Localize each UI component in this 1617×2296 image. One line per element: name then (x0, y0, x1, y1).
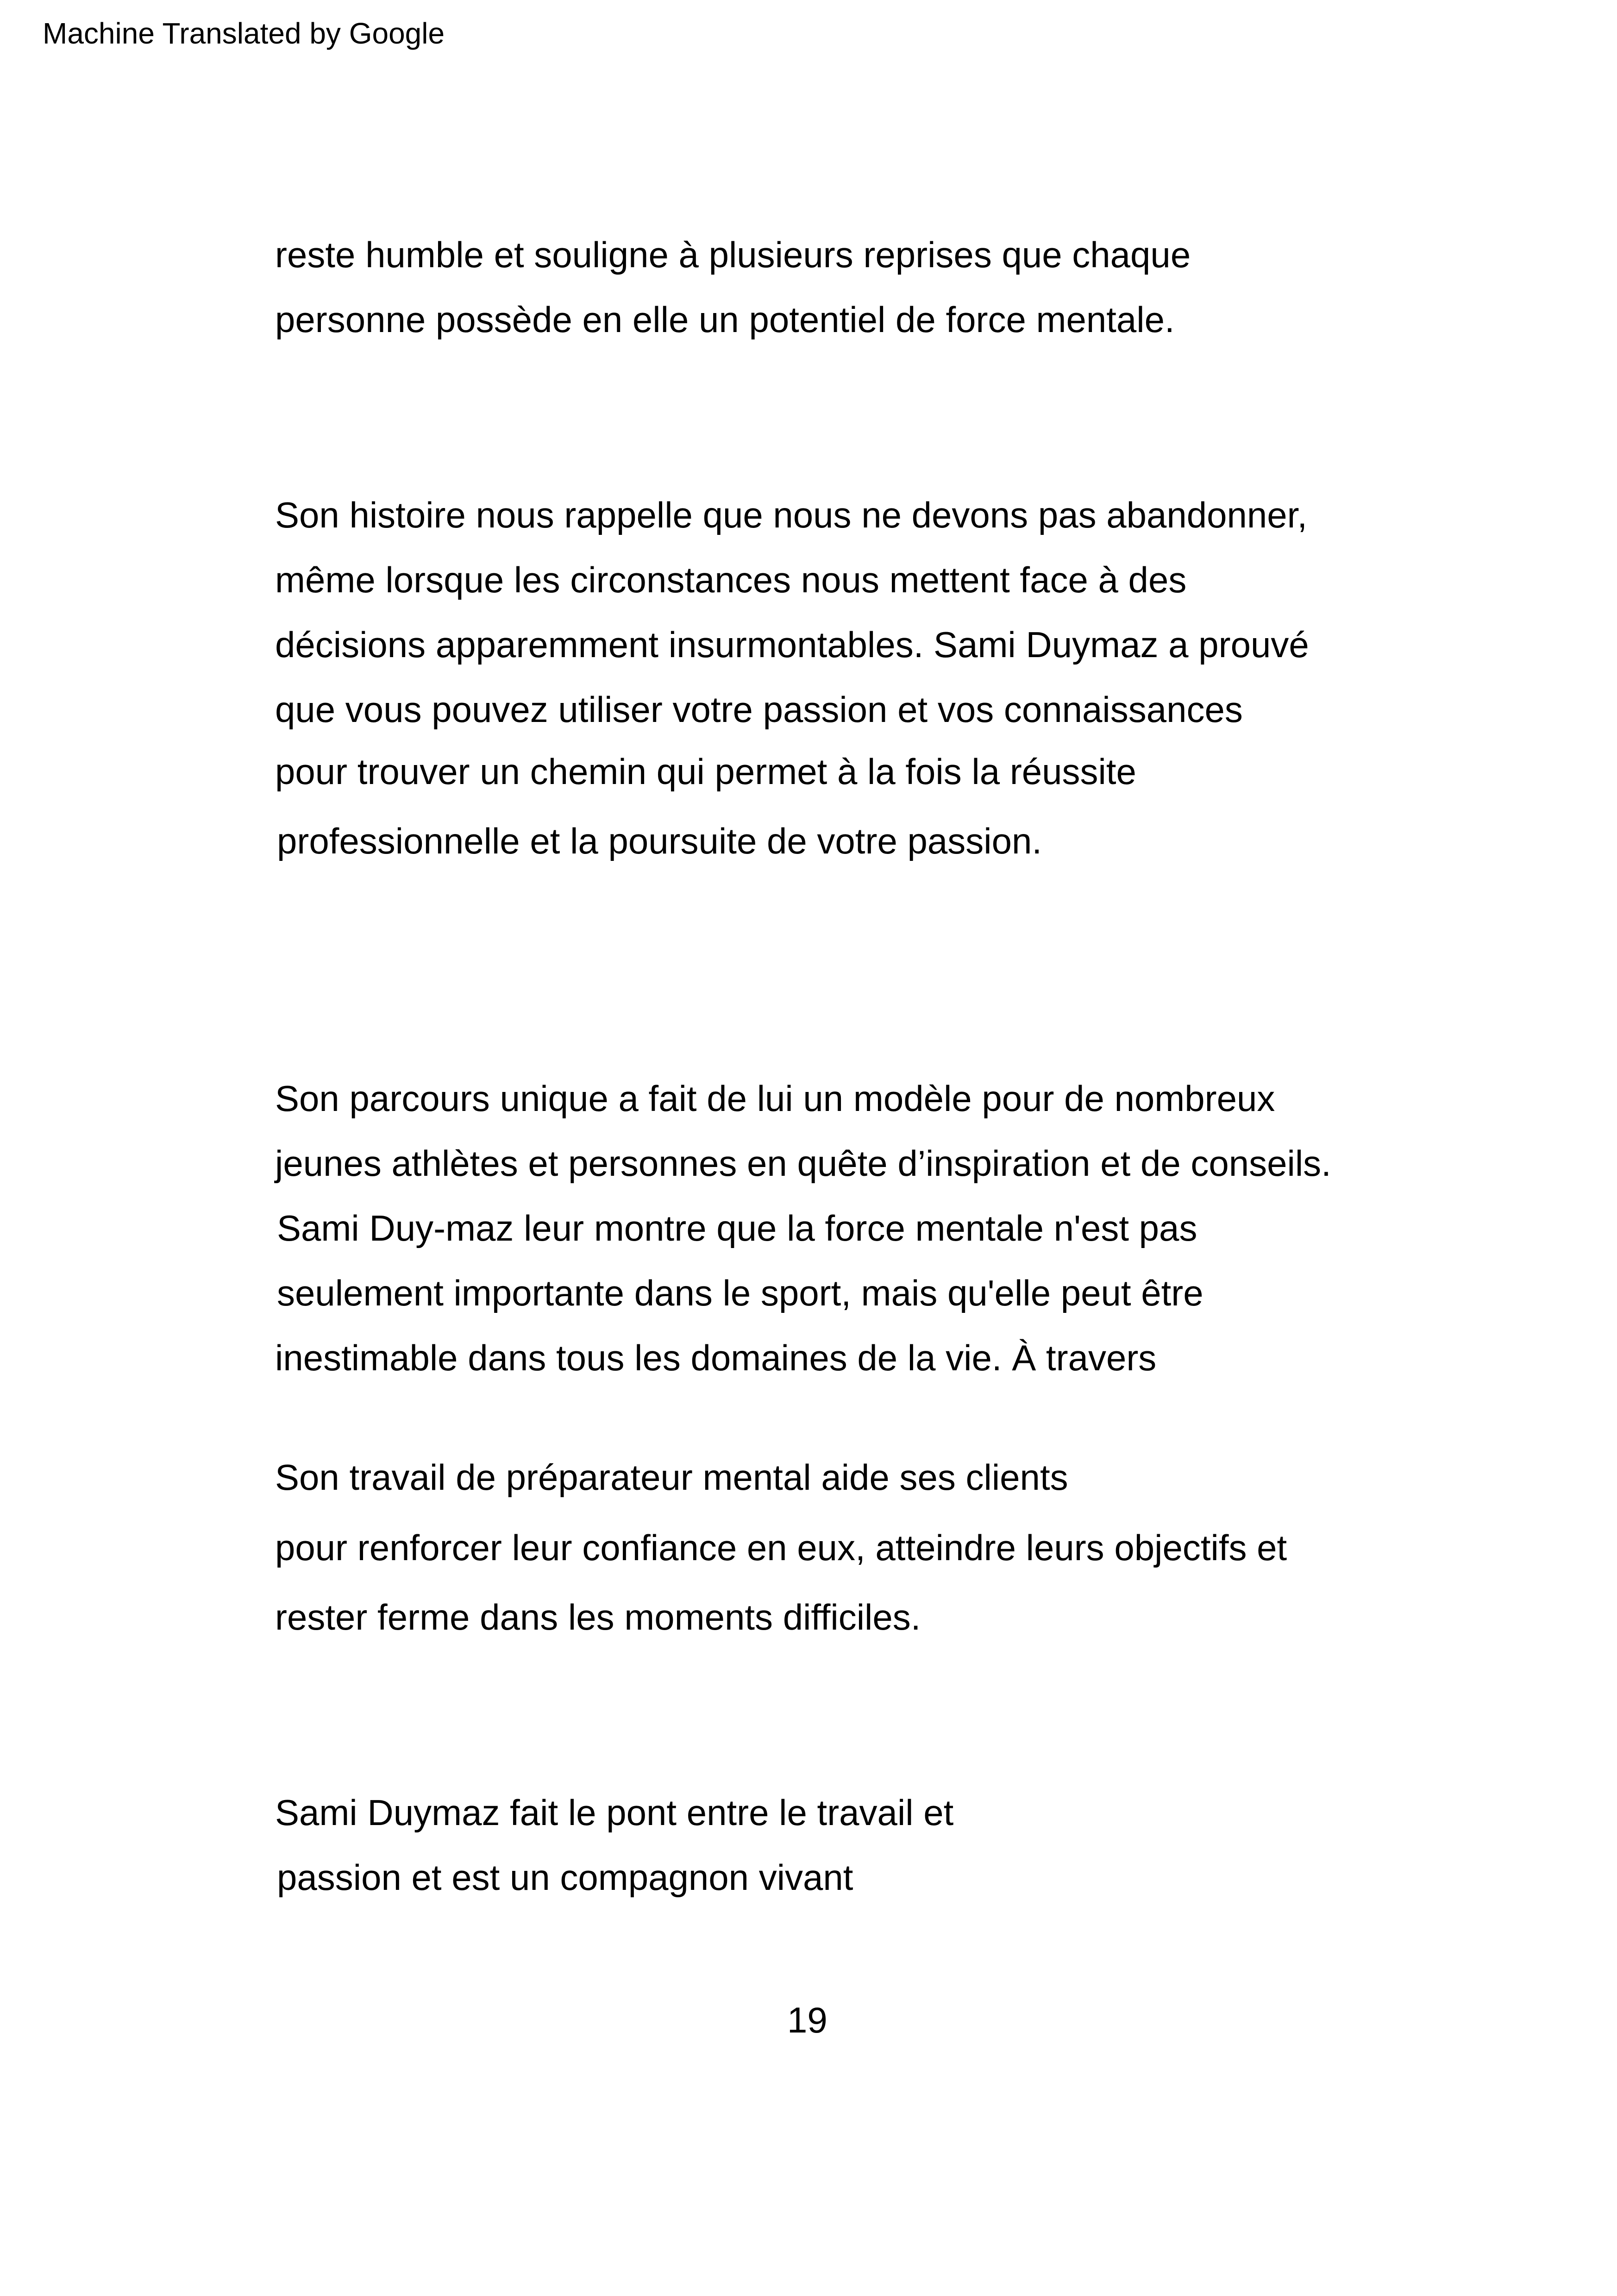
paragraph-2-line-3: décisions apparemment insurmontables. Sami Duymaz a prouvé (275, 624, 1309, 665)
paragraph-2-line-5: pour trouver un chemin qui permet à la fois la réussite (275, 751, 1136, 792)
paragraph-2-line-2: même lorsque les circonstances nous mettent face à des (275, 559, 1187, 600)
paragraph-5-line-1: Sami Duymaz fait le pont entre le travail et (275, 1792, 954, 1833)
paragraph-5-line-2: passion et est un compagnon vivant (277, 1857, 853, 1898)
paragraph-3-line-3: Sami Duy-maz leur montre que la force mentale n'est pas (277, 1208, 1197, 1248)
paragraph-4-line-2: pour renforcer leur confiance en eux, atteindre leurs objectifs et (275, 1527, 1287, 1568)
paragraph-1-line-2: personne possède en elle un potentiel de force mentale. (275, 299, 1175, 340)
page-number: 19 (787, 2000, 827, 2040)
paragraph-1-line-1: reste humble et souligne à plusieurs reprises que chaque (275, 234, 1191, 275)
paragraph-4-line-3: rester ferme dans les moments difficiles. (275, 1597, 921, 1637)
paragraph-2-line-6: professionnelle et la poursuite de votre passion. (277, 821, 1042, 861)
paragraph-2-line-4: que vous pouvez utiliser votre passion et vos connaissances (275, 689, 1243, 730)
machine-translation-note: Machine Translated by Google (43, 17, 445, 50)
paragraph-3-line-1: Son parcours unique a fait de lui un modèle pour de nombreux (275, 1078, 1275, 1119)
paragraph-3-line-2: jeunes athlètes et personnes en quête d’inspiration et de conseils. (275, 1143, 1331, 1184)
paragraph-2-line-1: Son histoire nous rappelle que nous ne devons pas abandonner, (275, 495, 1308, 535)
paragraph-4-line-1: Son travail de préparateur mental aide ses clients (275, 1457, 1068, 1498)
paragraph-3-line-4: seulement importante dans le sport, mais qu'elle peut être (277, 1273, 1203, 1313)
paragraph-3-line-5: inestimable dans tous les domaines de la vie. À travers (275, 1337, 1157, 1378)
